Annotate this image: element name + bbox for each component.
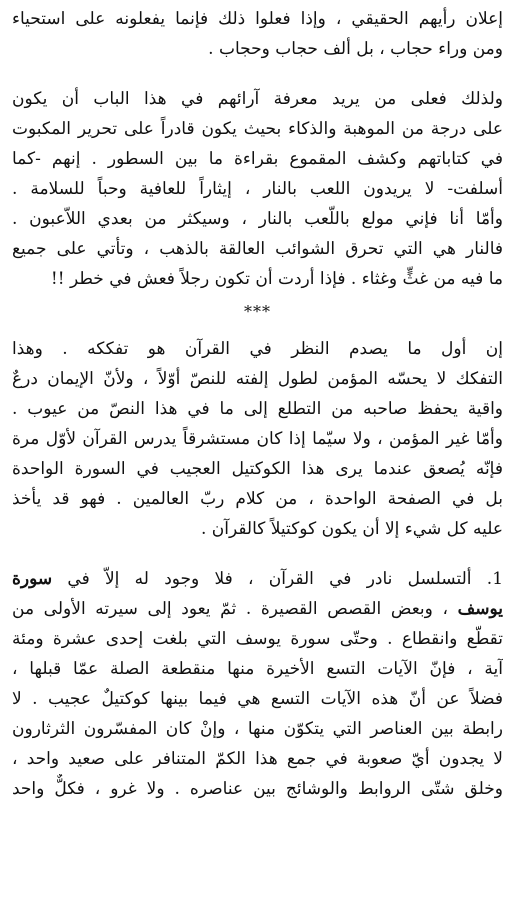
text-line: ومن وراء حجاب ، بل ألف حجاب وحجاب . xyxy=(208,39,503,59)
text-line: في كتاباتهم وكشف المقموع بقراءة ما بين السطور . إنهم -كما xyxy=(12,149,503,169)
text-line: رابطة بين العناصر التي يتكوّن منها ، وإنْ كان المفسّرون الثرثارون xyxy=(12,719,503,739)
text-line: إن أول ما يصدم النظر في القرآن هو تفككه . وهذا xyxy=(12,339,503,359)
text-line: فالنار هي التي تحرق الشوائب العالقة بالذهب ، وتأتي على جميع xyxy=(12,239,503,259)
text-line: عليه كل شيء إلا أن يكون كوكتيلاً كالقرآن . xyxy=(200,519,503,539)
text-line: واقية يحفظ صاحبه من التطلع إلى ما في هذا النصّ من عيوب . xyxy=(12,399,503,419)
paragraph-4 xyxy=(12,564,503,804)
text-line: فإنّه يُصعق عندما يرى هذا الكوكتيل العجيب في السورة الواحدة xyxy=(12,459,503,479)
text-run: ألتسلسل نادر في القرآن ، فلا وجود له إلاّ في xyxy=(67,569,472,589)
text-line: وخلق شتّى الروابط والوشائج بين عناصره . ولا غرو ، فكلٌّ واحد xyxy=(12,779,503,799)
text-line xyxy=(12,564,503,594)
paragraph-2 xyxy=(12,84,503,294)
bold-term: يوسف xyxy=(457,599,503,619)
text-line: آية ، فإنّ الآيات التسع الأخيرة منها منقطعة الصلة عمّا قبلها ، xyxy=(12,659,503,679)
text-line: وأمّا أنا فإني مولع باللّعب بالنار ، وسيكثر من بعدي اللاّعبون . xyxy=(12,209,503,229)
section-divider: *** xyxy=(244,302,271,321)
paragraph-1 xyxy=(12,4,503,64)
paragraph-3 xyxy=(12,334,503,544)
text-line: على درجة من الموهبة والذكاء بحيث يكون قادراً على تحرير المكبوت xyxy=(12,119,503,139)
text-line: بل في الصفحة الواحدة ، من كلام ربّ العالمين . فهو قد يأخذ xyxy=(12,489,503,509)
text-line: ما فيه من غثٍّ وغثاء . فإذا أردت أن تكون رجلاً فعش في خطر !! xyxy=(50,269,503,289)
text-run: ، وبعض القصص القصيرة . ثمّ يعود إلى سيرته الأولى من xyxy=(12,599,448,619)
text-line: لا يجدون أيّ صعوبة في جمع هذا الكمّ المتنافر على صعيد واحد ، xyxy=(12,749,503,769)
text-line: إعلان رأيهم الحقيقي ، وإذا فعلوا ذلك فإنما يفعلونه على استحياء xyxy=(12,9,503,29)
list-number: 1. xyxy=(486,569,503,589)
text-line: أسلفت- لا يريدون اللعب بالنار ، إيثاراً للعافية وحباً للسلامة . xyxy=(12,179,503,199)
text-line xyxy=(12,594,503,624)
text-line: فضلاً عن أنّ هذه الآيات التسع هي فيما بينها كوكتيلٌ عجيب . لا xyxy=(12,689,503,709)
bold-term: سورة xyxy=(12,569,53,589)
text-line: التفكك لا يحسّه المؤمن لطول إلفته للنصّ أوّلاً ، ولأنّ الإيمان درعٌ xyxy=(12,369,503,389)
text-line: وأمّا غير المؤمن ، ولا سيّما إذا كان مستشرقاً يدرس القرآن لأوّل مرة xyxy=(12,429,503,449)
text-line: ولذلك فعلى من يريد معرفة آرائهم في هذا الباب أن يكون xyxy=(12,89,503,109)
text-line: تقطّع وانقطاع . وحتّى سورة يوسف التي بلغت إحدى عشرة ومئة xyxy=(12,629,503,649)
